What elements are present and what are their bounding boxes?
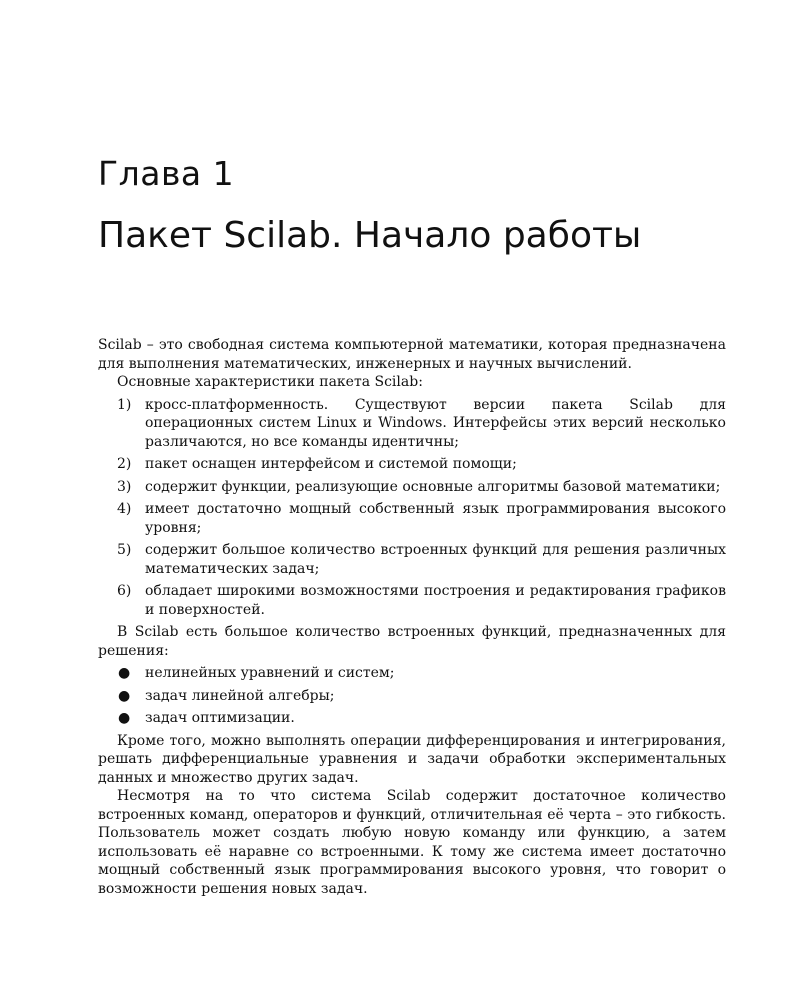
task-types-list: [98, 664, 726, 728]
bullet-icon: ●: [118, 710, 131, 726]
intro-paragraph: Scilab – это свободная система компьютерной математики, которая предназначена для выполнения математических, инженерных и научных вычислений.: [98, 337, 726, 372]
functions-heading: В Scilab есть большое количество встроенных функций, предназначенных для решения:: [98, 624, 726, 659]
list-item-text: пакет оснащен интерфейсом и системой помощи;: [145, 456, 517, 472]
bullet-icon: ●: [118, 687, 131, 704]
list-item-text: задач оптимизации.: [145, 710, 295, 726]
list-item-text: обладает широкими возможностями построения и редактирования графиков и поверхностей.: [145, 583, 726, 618]
list-item-text: содержит большое количество встроенных функций для решения различных математических задач;: [145, 542, 726, 577]
flexibility-paragraph: Несмотря на то что система Scilab содержит достаточное количество встроенных команд, операторов и функций, отличительная её черта – это гибкость. Пользователь может создать любую новую команду или функцию, а затем использовать её наравне со встроенными. К тому же система имеет достаточно мощный собственный язык программирования высокого уровня, что говорит о возможности решения новых задач.: [98, 788, 726, 897]
list-number: 3): [117, 478, 132, 495]
bullet-icon: ●: [118, 665, 131, 681]
list-item: [98, 396, 726, 452]
list-item: [98, 664, 726, 683]
list-number: 6): [117, 583, 132, 599]
list-item: [98, 541, 726, 578]
list-number: 5): [117, 542, 132, 558]
features-heading: Основные характеристики пакета Scilab:: [117, 374, 423, 390]
list-number: 2): [117, 456, 132, 472]
list-item: [98, 582, 726, 619]
list-item-text: содержит функции, реализующие основные алгоритмы базовой математики;: [145, 478, 721, 495]
besides-paragraph: Кроме того, можно выполнять операции дифференцирования и интегрирования, решать дифференциальные уравнения и задачи обработки экспериментальных данных и множество других задач.: [98, 732, 726, 786]
list-item-text: имеет достаточно мощный собственный язык программирования высокого уровня;: [145, 501, 726, 536]
list-item: [98, 455, 726, 474]
list-item-text: кросс-платформенность. Существуют версии пакета Scilab для операционных систем Linux и Windows. Интерфейсы этих версий несколько различаются, но все команды идентичны;: [145, 396, 726, 450]
chapter-label: Глава 1: [98, 154, 235, 193]
list-item-text: задач линейной алгебры;: [145, 687, 335, 704]
list-item: [98, 478, 726, 497]
features-list: [98, 396, 726, 620]
list-item-text: нелинейных уравнений и систем;: [145, 665, 395, 681]
list-number: 1): [117, 396, 132, 413]
list-item: [98, 687, 726, 706]
list-number: 4): [117, 501, 132, 517]
list-item: [98, 500, 726, 537]
chapter-title: Пакет Scilab. Начало работы: [98, 215, 642, 256]
list-item: [98, 709, 726, 728]
page-body: [98, 336, 726, 898]
